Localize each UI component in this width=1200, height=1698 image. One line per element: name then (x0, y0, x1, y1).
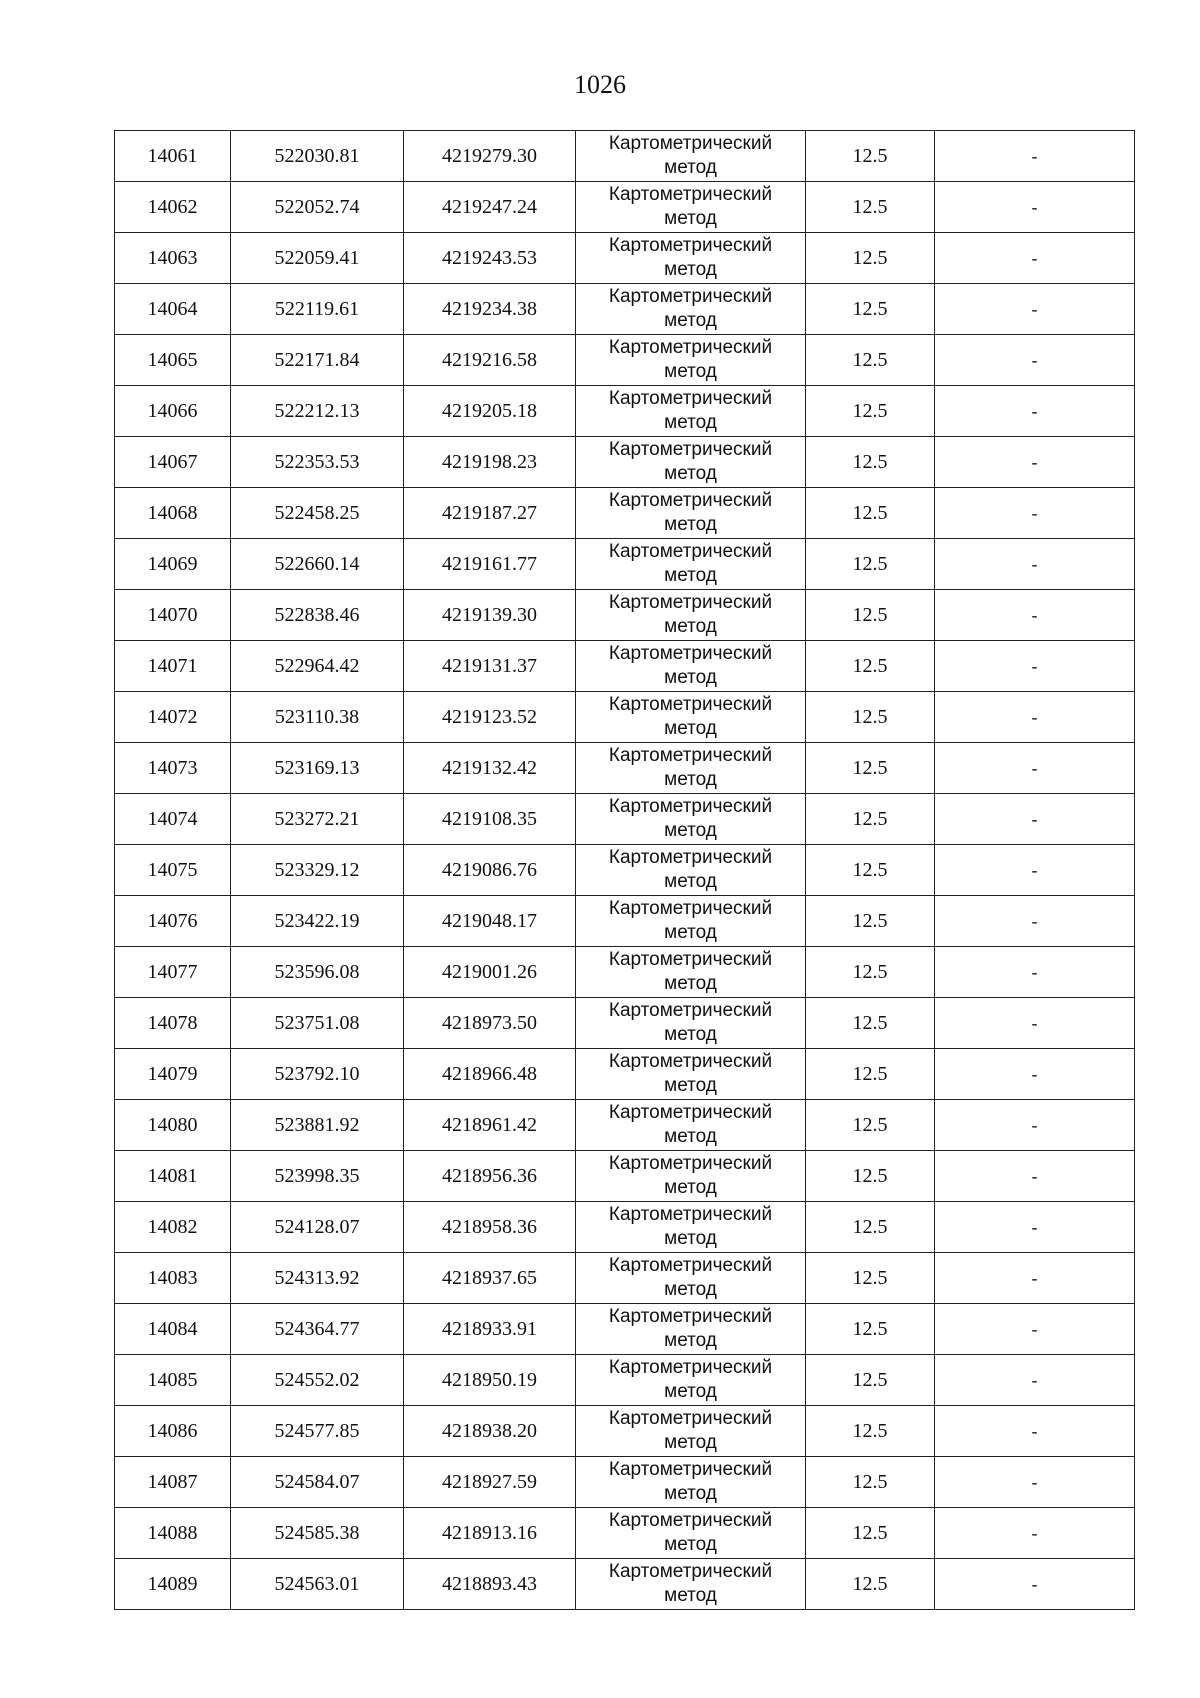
x-coordinate-cell: 524584.07 (231, 1457, 404, 1508)
x-coordinate-cell: 523998.35 (231, 1151, 404, 1202)
table-row (115, 386, 1135, 437)
x-coordinate-cell: 522458.25 (231, 488, 404, 539)
x-coordinate-cell: 524585.38 (231, 1508, 404, 1559)
method-text-line: метод (664, 1024, 717, 1045)
method-text-line: Картометрический (608, 1102, 773, 1123)
method-text-line: Картометрический (608, 1153, 773, 1174)
accuracy-cell: 12.5 (806, 947, 935, 998)
method-text-line: Картометрический (608, 235, 773, 256)
point-id-cell: 14066 (115, 386, 231, 437)
table-row (115, 1100, 1135, 1151)
accuracy-cell: 12.5 (806, 437, 935, 488)
note-cell: - (935, 947, 1135, 998)
table-row (115, 896, 1135, 947)
y-coordinate-cell: 4218933.91 (404, 1304, 576, 1355)
point-id-cell: 14070 (115, 590, 231, 641)
note-cell: - (935, 1355, 1135, 1406)
point-id-cell: 14072 (115, 692, 231, 743)
method-text-line: метод (664, 463, 717, 484)
method-text-line: Картометрический (608, 949, 773, 970)
method-text-line: метод (664, 1177, 717, 1198)
accuracy-cell: 12.5 (806, 896, 935, 947)
accuracy-cell: 12.5 (806, 641, 935, 692)
table-row (115, 1202, 1135, 1253)
accuracy-cell: 12.5 (806, 284, 935, 335)
method-cell (576, 590, 806, 641)
accuracy-cell: 12.5 (806, 1355, 935, 1406)
y-coordinate-cell: 4219216.58 (404, 335, 576, 386)
y-coordinate-cell: 4219132.42 (404, 743, 576, 794)
x-coordinate-cell: 522052.74 (231, 182, 404, 233)
y-coordinate-cell: 4219205.18 (404, 386, 576, 437)
method-text-line: Картометрический (608, 796, 773, 817)
x-coordinate-cell: 524128.07 (231, 1202, 404, 1253)
point-id-cell: 14075 (115, 845, 231, 896)
accuracy-cell: 12.5 (806, 590, 935, 641)
table-body (115, 131, 1135, 1610)
note-cell: - (935, 1406, 1135, 1457)
y-coordinate-cell: 4219108.35 (404, 794, 576, 845)
method-text-line: метод (664, 412, 717, 433)
x-coordinate-cell: 524552.02 (231, 1355, 404, 1406)
x-coordinate-cell: 524563.01 (231, 1559, 404, 1610)
accuracy-cell: 12.5 (806, 692, 935, 743)
method-text-line: метод (664, 667, 717, 688)
method-text-line: Картометрический (608, 1306, 773, 1327)
method-text-line: Картометрический (608, 1357, 773, 1378)
x-coordinate-cell: 522353.53 (231, 437, 404, 488)
y-coordinate-cell: 4219048.17 (404, 896, 576, 947)
table-row (115, 845, 1135, 896)
method-text-line: Картометрический (608, 1459, 773, 1480)
method-text-line: метод (664, 1483, 717, 1504)
method-text-line: Картометрический (608, 898, 773, 919)
note-cell: - (935, 794, 1135, 845)
method-text-line: метод (664, 208, 717, 229)
y-coordinate-cell: 4219086.76 (404, 845, 576, 896)
point-id-cell: 14084 (115, 1304, 231, 1355)
accuracy-cell: 12.5 (806, 1253, 935, 1304)
note-cell: - (935, 437, 1135, 488)
y-coordinate-cell: 4218913.16 (404, 1508, 576, 1559)
method-text-line: метод (664, 1381, 717, 1402)
method-text-line: метод (664, 1432, 717, 1453)
x-coordinate-cell: 522171.84 (231, 335, 404, 386)
method-cell (576, 284, 806, 335)
point-id-cell: 14088 (115, 1508, 231, 1559)
accuracy-cell: 12.5 (806, 1100, 935, 1151)
method-text-line: Картометрический (608, 286, 773, 307)
method-text-line: Картометрический (608, 592, 773, 613)
method-text-line: метод (664, 820, 717, 841)
table-row (115, 1559, 1135, 1610)
table-row (115, 1406, 1135, 1457)
accuracy-cell: 12.5 (806, 131, 935, 182)
method-text-line: метод (664, 1228, 717, 1249)
note-cell: - (935, 539, 1135, 590)
table-row (115, 947, 1135, 998)
point-id-cell: 14081 (115, 1151, 231, 1202)
method-cell (576, 1355, 806, 1406)
method-text-line: Картометрический (608, 1204, 773, 1225)
table-row (115, 1508, 1135, 1559)
method-text-line: Картометрический (608, 1510, 773, 1531)
y-coordinate-cell: 4219123.52 (404, 692, 576, 743)
table-row (115, 1151, 1135, 1202)
x-coordinate-cell: 524577.85 (231, 1406, 404, 1457)
table-row (115, 1253, 1135, 1304)
method-cell (576, 641, 806, 692)
point-id-cell: 14083 (115, 1253, 231, 1304)
note-cell: - (935, 131, 1135, 182)
method-text-line: метод (664, 565, 717, 586)
table-row (115, 182, 1135, 233)
accuracy-cell: 12.5 (806, 488, 935, 539)
note-cell: - (935, 1202, 1135, 1253)
x-coordinate-cell: 524313.92 (231, 1253, 404, 1304)
method-text-line: Картометрический (608, 745, 773, 766)
point-id-cell: 14079 (115, 1049, 231, 1100)
accuracy-cell: 12.5 (806, 1151, 935, 1202)
x-coordinate-cell: 522119.61 (231, 284, 404, 335)
note-cell: - (935, 335, 1135, 386)
method-cell (576, 182, 806, 233)
point-id-cell: 14078 (115, 998, 231, 1049)
method-text-line: Картометрический (608, 1255, 773, 1276)
note-cell: - (935, 845, 1135, 896)
method-text-line: метод (664, 361, 717, 382)
method-text-line: Картометрический (608, 184, 773, 205)
method-text-line: метод (664, 871, 717, 892)
point-id-cell: 14086 (115, 1406, 231, 1457)
note-cell: - (935, 1508, 1135, 1559)
table-row (115, 1049, 1135, 1100)
table-row (115, 284, 1135, 335)
point-id-cell: 14061 (115, 131, 231, 182)
x-coordinate-cell: 523422.19 (231, 896, 404, 947)
method-cell (576, 1457, 806, 1508)
x-coordinate-cell: 522660.14 (231, 539, 404, 590)
method-text-line: метод (664, 1075, 717, 1096)
point-id-cell: 14074 (115, 794, 231, 845)
y-coordinate-cell: 4219198.23 (404, 437, 576, 488)
accuracy-cell: 12.5 (806, 1559, 935, 1610)
y-coordinate-cell: 4219187.27 (404, 488, 576, 539)
accuracy-cell: 12.5 (806, 539, 935, 590)
y-coordinate-cell: 4218927.59 (404, 1457, 576, 1508)
point-id-cell: 14068 (115, 488, 231, 539)
method-text-line: метод (664, 514, 717, 535)
accuracy-cell: 12.5 (806, 1202, 935, 1253)
method-text-line: Картометрический (608, 694, 773, 715)
y-coordinate-cell: 4218937.65 (404, 1253, 576, 1304)
accuracy-cell: 12.5 (806, 845, 935, 896)
method-cell (576, 1406, 806, 1457)
accuracy-cell: 12.5 (806, 1406, 935, 1457)
y-coordinate-cell: 4218956.36 (404, 1151, 576, 1202)
coordinates-table (114, 130, 1135, 1610)
x-coordinate-cell: 523881.92 (231, 1100, 404, 1151)
note-cell: - (935, 692, 1135, 743)
x-coordinate-cell: 523272.21 (231, 794, 404, 845)
point-id-cell: 14062 (115, 182, 231, 233)
note-cell: - (935, 998, 1135, 1049)
method-text-line: метод (664, 1534, 717, 1555)
method-text-line: метод (664, 922, 717, 943)
method-text-line: Картометрический (608, 133, 773, 154)
accuracy-cell: 12.5 (806, 1508, 935, 1559)
table-row (115, 590, 1135, 641)
x-coordinate-cell: 523792.10 (231, 1049, 404, 1100)
method-cell (576, 743, 806, 794)
method-cell (576, 1049, 806, 1100)
note-cell: - (935, 641, 1135, 692)
point-id-cell: 14067 (115, 437, 231, 488)
table-row (115, 743, 1135, 794)
accuracy-cell: 12.5 (806, 1049, 935, 1100)
x-coordinate-cell: 522838.46 (231, 590, 404, 641)
method-cell (576, 1508, 806, 1559)
note-cell: - (935, 488, 1135, 539)
method-cell (576, 1151, 806, 1202)
y-coordinate-cell: 4219001.26 (404, 947, 576, 998)
method-text-line: метод (664, 310, 717, 331)
table-row (115, 1304, 1135, 1355)
method-text-line: Картометрический (608, 337, 773, 358)
point-id-cell: 14073 (115, 743, 231, 794)
accuracy-cell: 12.5 (806, 335, 935, 386)
method-text-line: метод (664, 973, 717, 994)
method-text-line: метод (664, 157, 717, 178)
note-cell: - (935, 1559, 1135, 1610)
method-cell (576, 131, 806, 182)
table-row (115, 1457, 1135, 1508)
method-text-line: Картометрический (608, 643, 773, 664)
point-id-cell: 14089 (115, 1559, 231, 1610)
note-cell: - (935, 743, 1135, 794)
method-cell (576, 437, 806, 488)
note-cell: - (935, 182, 1135, 233)
y-coordinate-cell: 4218950.19 (404, 1355, 576, 1406)
table-row (115, 335, 1135, 386)
method-text-line: Картометрический (608, 1561, 773, 1582)
method-text-line: Картометрический (608, 847, 773, 868)
method-cell (576, 386, 806, 437)
y-coordinate-cell: 4218958.36 (404, 1202, 576, 1253)
method-text-line: метод (664, 1330, 717, 1351)
note-cell: - (935, 233, 1135, 284)
point-id-cell: 14087 (115, 1457, 231, 1508)
method-text-line: метод (664, 769, 717, 790)
point-id-cell: 14076 (115, 896, 231, 947)
method-text-line: Картометрический (608, 1408, 773, 1429)
x-coordinate-cell: 522212.13 (231, 386, 404, 437)
table-row (115, 488, 1135, 539)
method-cell (576, 1253, 806, 1304)
method-text-line: Картометрический (608, 541, 773, 562)
method-cell (576, 998, 806, 1049)
note-cell: - (935, 1457, 1135, 1508)
table-row (115, 233, 1135, 284)
x-coordinate-cell: 523329.12 (231, 845, 404, 896)
accuracy-cell: 12.5 (806, 743, 935, 794)
point-id-cell: 14069 (115, 539, 231, 590)
method-text-line: метод (664, 1585, 717, 1606)
x-coordinate-cell: 523110.38 (231, 692, 404, 743)
method-cell (576, 539, 806, 590)
point-id-cell: 14077 (115, 947, 231, 998)
y-coordinate-cell: 4219131.37 (404, 641, 576, 692)
y-coordinate-cell: 4218938.20 (404, 1406, 576, 1457)
x-coordinate-cell: 522059.41 (231, 233, 404, 284)
accuracy-cell: 12.5 (806, 794, 935, 845)
table-row (115, 692, 1135, 743)
accuracy-cell: 12.5 (806, 233, 935, 284)
method-cell (576, 947, 806, 998)
method-cell (576, 335, 806, 386)
method-cell (576, 488, 806, 539)
method-cell (576, 1304, 806, 1355)
point-id-cell: 14085 (115, 1355, 231, 1406)
method-text-line: Картометрический (608, 1000, 773, 1021)
y-coordinate-cell: 4218966.48 (404, 1049, 576, 1100)
note-cell: - (935, 1304, 1135, 1355)
y-coordinate-cell: 4219161.77 (404, 539, 576, 590)
method-cell (576, 1559, 806, 1610)
x-coordinate-cell: 523751.08 (231, 998, 404, 1049)
note-cell: - (935, 1100, 1135, 1151)
table-row (115, 539, 1135, 590)
table-row (115, 794, 1135, 845)
x-coordinate-cell: 523596.08 (231, 947, 404, 998)
x-coordinate-cell: 522964.42 (231, 641, 404, 692)
point-id-cell: 14063 (115, 233, 231, 284)
point-id-cell: 14080 (115, 1100, 231, 1151)
y-coordinate-cell: 4219279.30 (404, 131, 576, 182)
method-cell (576, 1202, 806, 1253)
note-cell: - (935, 284, 1135, 335)
method-cell (576, 692, 806, 743)
method-text-line: метод (664, 1279, 717, 1300)
note-cell: - (935, 386, 1135, 437)
point-id-cell: 14065 (115, 335, 231, 386)
method-cell (576, 1100, 806, 1151)
accuracy-cell: 12.5 (806, 1304, 935, 1355)
y-coordinate-cell: 4219234.38 (404, 284, 576, 335)
x-coordinate-cell: 522030.81 (231, 131, 404, 182)
y-coordinate-cell: 4218973.50 (404, 998, 576, 1049)
table-row (115, 437, 1135, 488)
note-cell: - (935, 590, 1135, 641)
y-coordinate-cell: 4219243.53 (404, 233, 576, 284)
accuracy-cell: 12.5 (806, 386, 935, 437)
method-text-line: метод (664, 1126, 717, 1147)
note-cell: - (935, 896, 1135, 947)
method-cell (576, 896, 806, 947)
method-cell (576, 845, 806, 896)
x-coordinate-cell: 524364.77 (231, 1304, 404, 1355)
point-id-cell: 14071 (115, 641, 231, 692)
point-id-cell: 14082 (115, 1202, 231, 1253)
table-row (115, 998, 1135, 1049)
accuracy-cell: 12.5 (806, 1457, 935, 1508)
method-cell (576, 233, 806, 284)
page-number: 1026 (574, 70, 626, 99)
method-text-line: Картометрический (608, 439, 773, 460)
table-row (115, 1355, 1135, 1406)
note-cell: - (935, 1151, 1135, 1202)
method-text-line: Картометрический (608, 388, 773, 409)
method-text-line: Картометрический (608, 1051, 773, 1072)
x-coordinate-cell: 523169.13 (231, 743, 404, 794)
point-id-cell: 14064 (115, 284, 231, 335)
table-row (115, 641, 1135, 692)
method-text-line: метод (664, 616, 717, 637)
method-text-line: метод (664, 259, 717, 280)
note-cell: - (935, 1253, 1135, 1304)
y-coordinate-cell: 4218961.42 (404, 1100, 576, 1151)
y-coordinate-cell: 4219139.30 (404, 590, 576, 641)
method-text-line: Картометрический (608, 490, 773, 511)
y-coordinate-cell: 4218893.43 (404, 1559, 576, 1610)
accuracy-cell: 12.5 (806, 998, 935, 1049)
table-row (115, 131, 1135, 182)
method-text-line: метод (664, 718, 717, 739)
y-coordinate-cell: 4219247.24 (404, 182, 576, 233)
method-cell (576, 794, 806, 845)
accuracy-cell: 12.5 (806, 182, 935, 233)
note-cell: - (935, 1049, 1135, 1100)
